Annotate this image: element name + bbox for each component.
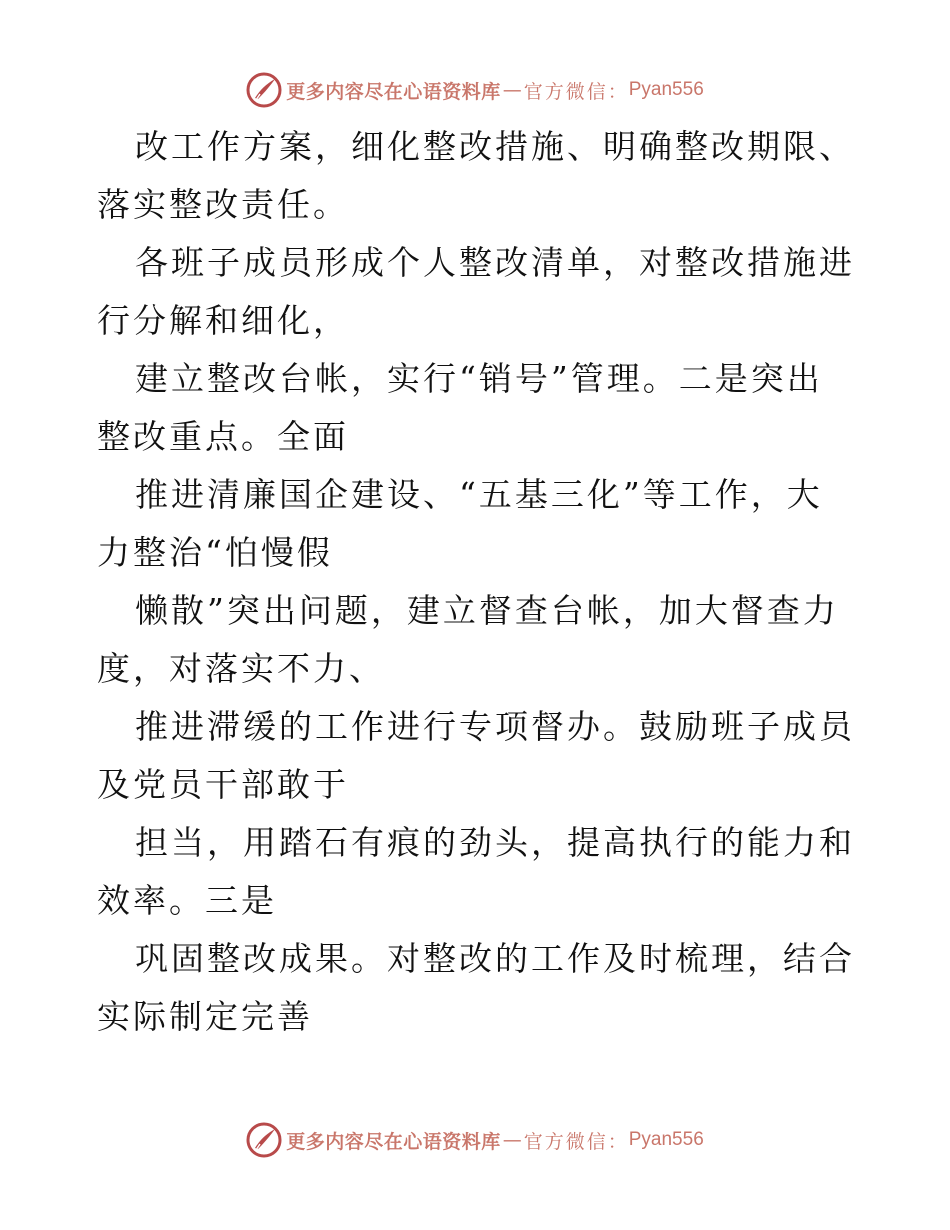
paragraph-2: 各班子成员形成个人整改清单，对整改措施进行分解和细化，	[97, 243, 855, 340]
paragraph-5: 懒散”突出问题，建立督查台帐，加大督查力度，对落实不力、	[97, 591, 839, 688]
footer-banner-title: 更多内容尽在心语资料库	[286, 1130, 501, 1153]
document-body	[97, 118, 857, 1046]
paragraph-4: 推进清廉国企建设、“五基三化”等工作，大力整治“怕慢假	[97, 475, 823, 572]
banner-wechat-id: Pyan556	[628, 79, 704, 100]
footer-banner-dash: —	[502, 1129, 522, 1151]
paragraph-8: 巩固整改成果。对整改的工作及时梳理，结合实际制定完善	[97, 939, 855, 1036]
banner-title: 更多内容尽在心语资料库	[286, 80, 501, 103]
header-banner	[0, 70, 950, 110]
footer-banner	[0, 1120, 950, 1160]
footer-banner-wechat-id: Pyan556	[628, 1129, 704, 1150]
quill-pen-logo-icon	[246, 1122, 282, 1158]
footer-banner-wechat-label: 官方微信：	[523, 1130, 629, 1153]
quill-pen-logo-icon	[246, 72, 282, 108]
paragraph-7: 担当，用踏石有痕的劲头，提高执行的能力和效率。三是	[97, 823, 855, 920]
paragraph-1: 改工作方案，细化整改措施、明确整改期限、落实整改责任。	[97, 127, 855, 224]
paragraph-3: 建立整改台帐，实行“销号”管理。二是突出整改重点。全面	[97, 359, 823, 456]
banner-dash: —	[502, 79, 522, 101]
banner-wechat-label: 官方微信：	[523, 80, 629, 103]
paragraph-6: 推进滞缓的工作进行专项督办。鼓励班子成员及党员干部敢于	[97, 707, 855, 804]
